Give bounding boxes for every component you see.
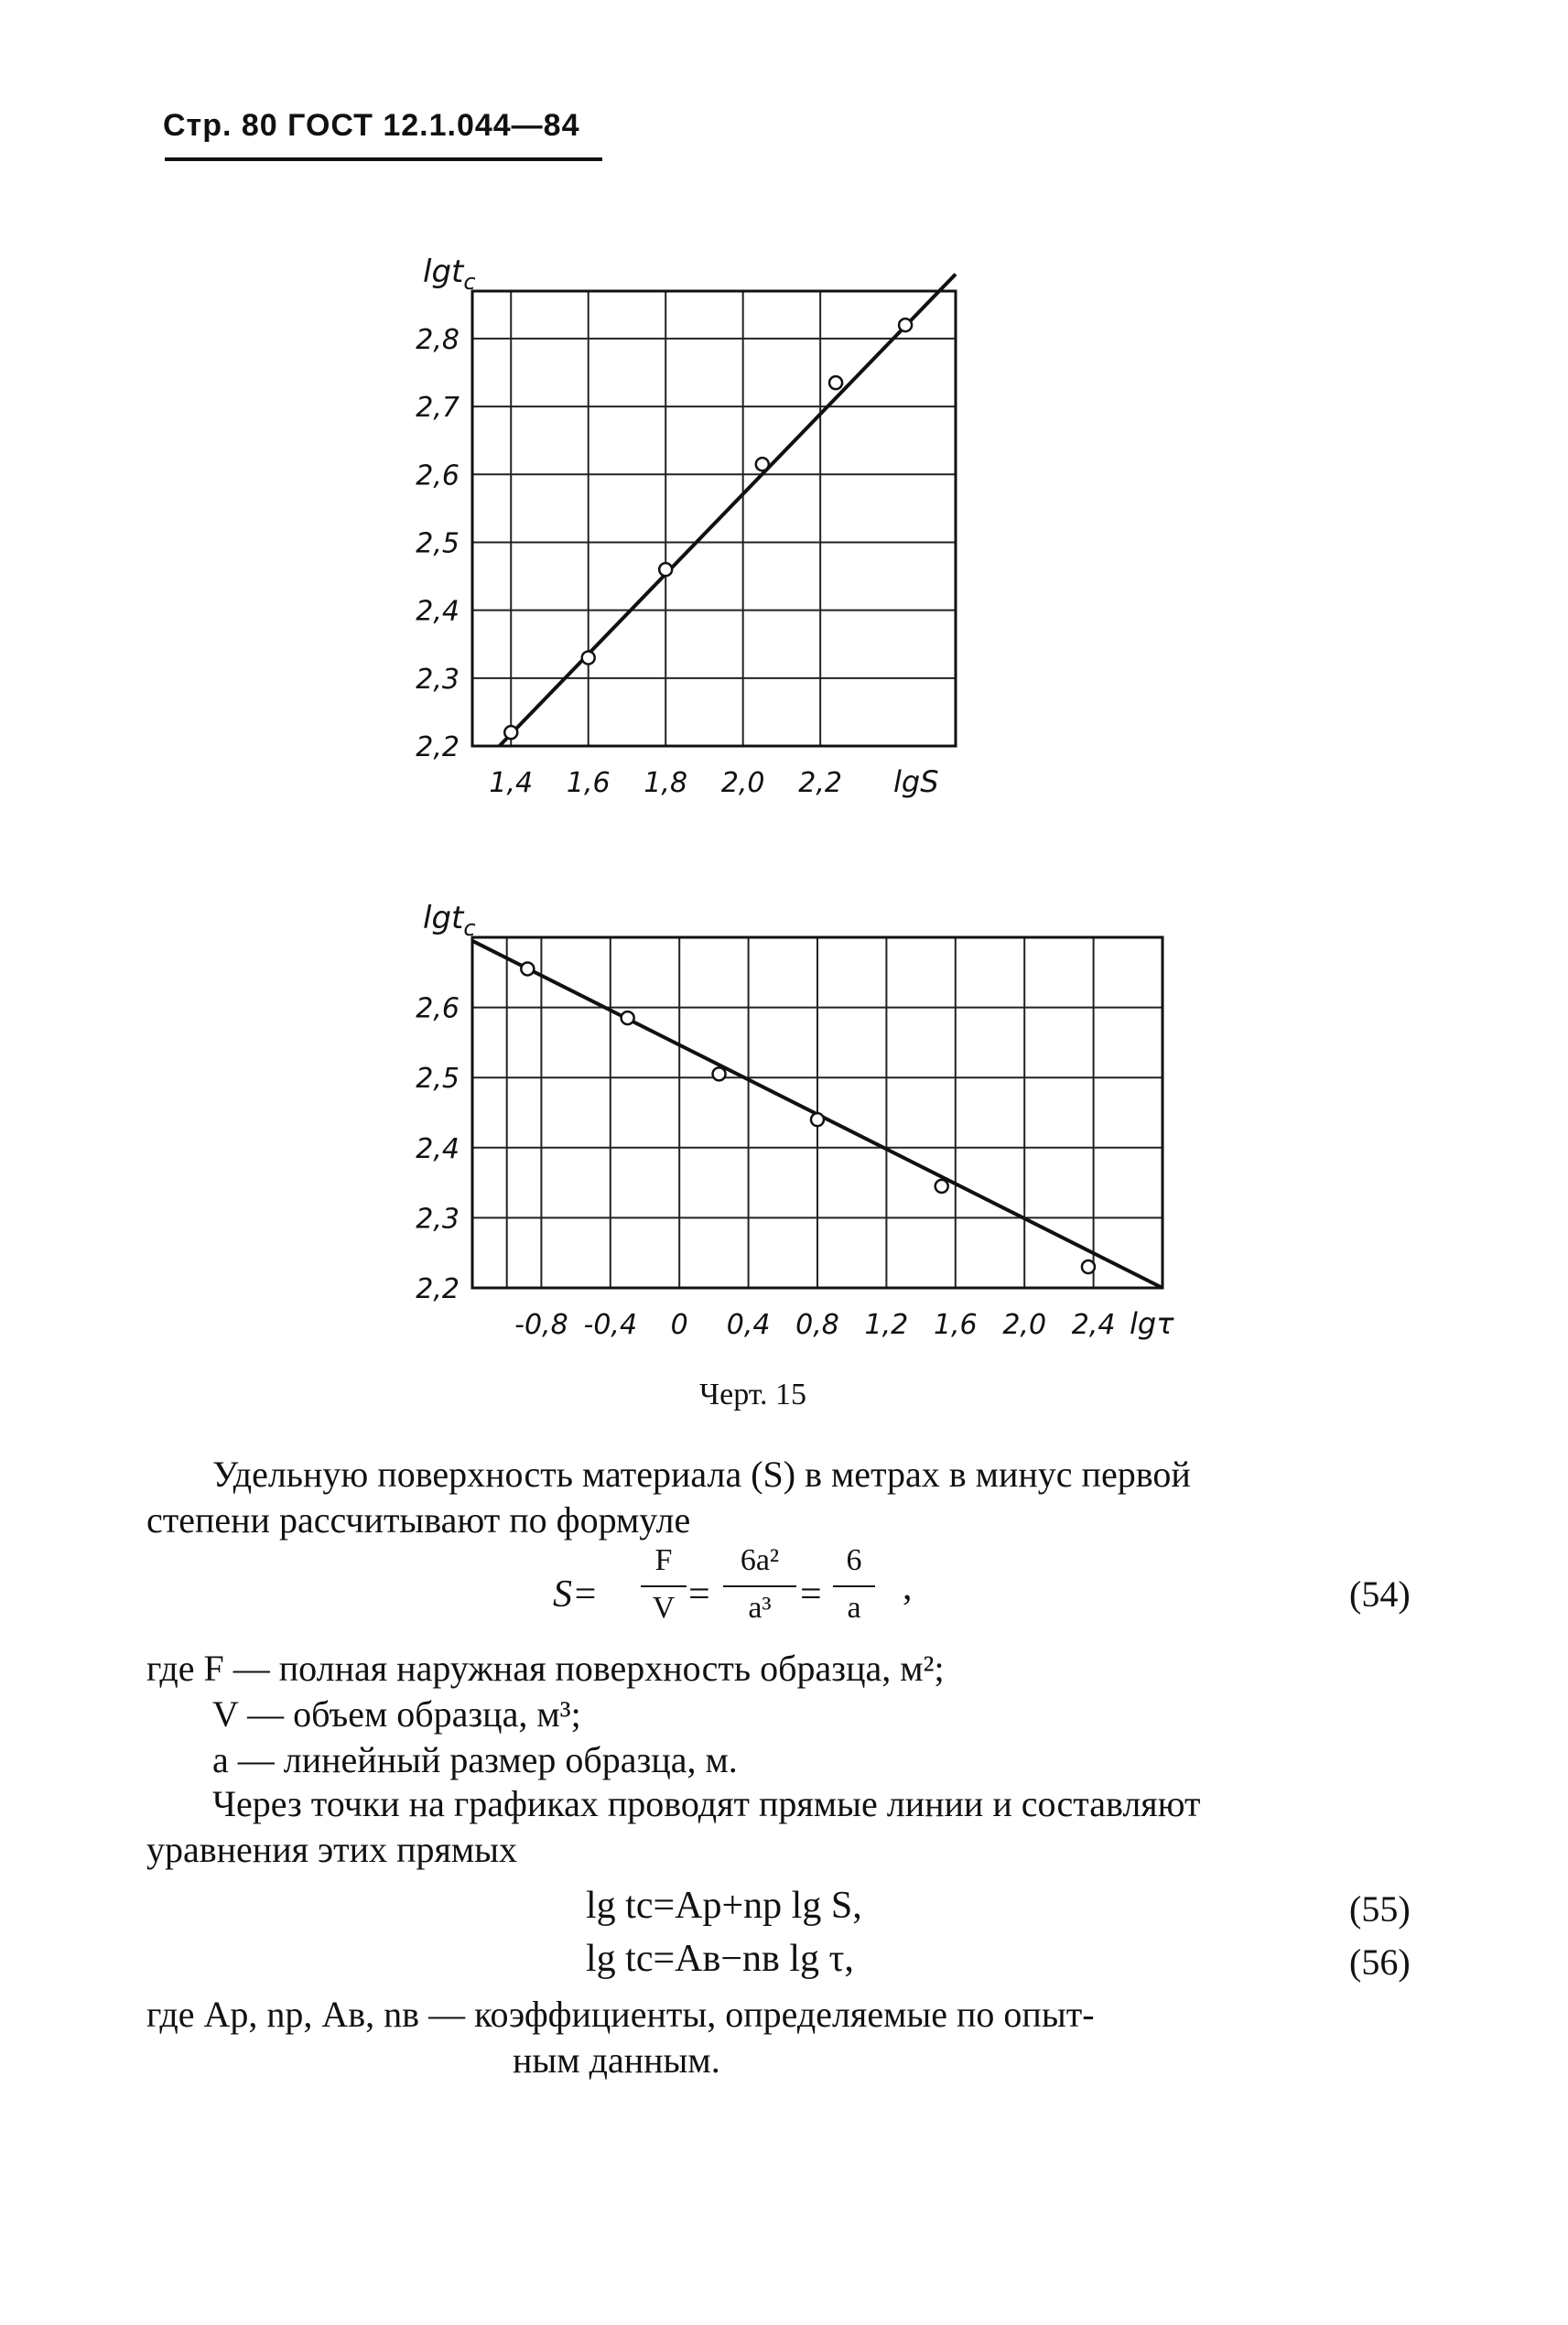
x-tick-label: 0,8 [795, 1309, 839, 1341]
y-tick-label: 2,4 [416, 1132, 460, 1165]
where2-line2: ным данным. [513, 2039, 720, 2081]
data-point [622, 1011, 634, 1024]
eq54-lhs: S= [553, 1573, 599, 1616]
equation-56: lg tс=Aв−nв lg τ, [586, 1938, 854, 1980]
x-tick-label: 2,2 [798, 767, 843, 799]
eq56-number: (56) [1349, 1941, 1411, 1983]
eq54-eq2: = [800, 1573, 822, 1616]
x-tick-label: 1,6 [566, 767, 611, 799]
y-axis-label: lgt$_c$ [423, 254, 476, 295]
x-tick-label: 1,4 [489, 767, 534, 799]
where1-line1: где F — полная наружная поверхность образца, м²; [146, 1648, 945, 1689]
where1-line2: V — объем образца, м³; [212, 1693, 581, 1735]
y-tick-label: 2,5 [416, 1063, 460, 1096]
x-tick-label: 1,6 [933, 1309, 978, 1341]
y-axis-label: lgt$_c$ [423, 900, 476, 941]
eq54-eq1: = [688, 1573, 710, 1616]
para2-line1: Через точки на графиках проводят прямые линии и составляют [212, 1783, 1201, 1824]
data-point [811, 1113, 824, 1126]
eq54-comma: , [903, 1566, 913, 1608]
eq54-bar2 [723, 1585, 796, 1587]
eq54-den3: a [847, 1591, 861, 1625]
eq54-den1: V [652, 1591, 676, 1625]
x-tick-label: 2,4 [1071, 1309, 1116, 1341]
eq55-number: (55) [1349, 1888, 1411, 1930]
y-tick-label: 2,5 [416, 527, 460, 560]
y-tick-label: 2,2 [416, 731, 460, 763]
where2-line1: где Aр, nр, Aв, nв — коэффициенты, определяемые по опыт- [146, 1994, 1095, 2035]
y-tick-label: 2,6 [416, 992, 460, 1025]
x-tick-label: -0,4 [583, 1309, 638, 1341]
where1-line3: a — линейный размер образца, м. [212, 1739, 738, 1780]
eq54-bar1 [641, 1585, 687, 1587]
page-header: Стр. 80 ГОСТ 12.1.044—84 [163, 108, 580, 143]
x-tick-label: 1,2 [864, 1309, 909, 1341]
data-point [935, 1180, 948, 1193]
data-point [1082, 1260, 1095, 1273]
para1-line1: Удельную поверхность материала (S) в метрах в минус первой [212, 1454, 1191, 1495]
x-tick-label: 0,4 [726, 1309, 771, 1341]
para1-line2: степени рассчитывают по формуле [146, 1499, 691, 1541]
y-tick-label: 2,7 [416, 392, 460, 425]
y-tick-label: 2,3 [416, 1203, 460, 1236]
x-tick-label: 2,0 [1002, 1309, 1047, 1341]
x-tick-label: -0,8 [514, 1309, 568, 1341]
equation-55: lg tс=Aр+nр lg S, [586, 1885, 862, 1927]
eq54-num2: 6a² [740, 1543, 780, 1577]
x-tick-label: 2,0 [720, 767, 765, 799]
data-point [713, 1067, 726, 1080]
y-tick-label: 2,4 [416, 595, 460, 628]
y-tick-label: 2,3 [416, 663, 460, 696]
y-tick-label: 2,2 [416, 1273, 460, 1305]
eq54-num1: F [654, 1543, 673, 1577]
x-tick-label: 0 [670, 1309, 688, 1341]
eq54-bar3 [833, 1585, 875, 1587]
x-axis-label: lgτ [1130, 1306, 1174, 1341]
eq54-den2: a³ [748, 1591, 772, 1625]
y-tick-label: 2,6 [416, 460, 460, 492]
para2-line2: уравнения этих прямых [146, 1829, 518, 1870]
figure-caption: Черт. 15 [699, 1378, 807, 1411]
data-point [521, 962, 534, 975]
eq54-number: (54) [1349, 1573, 1411, 1615]
eq54-num3: 6 [846, 1543, 862, 1577]
y-tick-label: 2,8 [416, 323, 460, 356]
x-axis-label: lgS [893, 764, 939, 799]
x-tick-label: 1,8 [643, 767, 688, 799]
